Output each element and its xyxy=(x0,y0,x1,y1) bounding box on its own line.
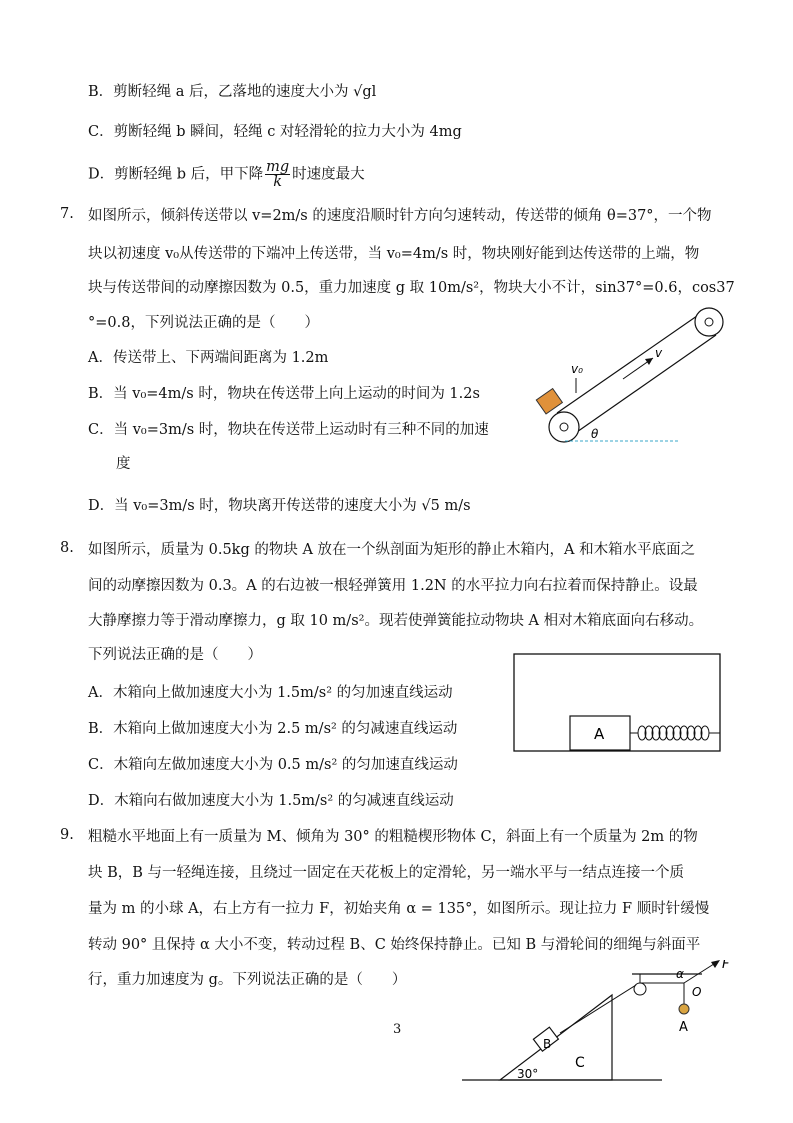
q8-box-figure xyxy=(512,652,724,754)
q7-option-c-line-2: 度 xyxy=(116,456,131,472)
q9-fig-b-label: B xyxy=(543,1037,552,1051)
q7-stem-line-2: 块以初速度 v₀从传送带的下端冲上传送带，当 v₀=4m/s 时，物块刚好能到达传送带的上端，物 xyxy=(88,246,700,262)
q6-option-d-post: 时速度最大 xyxy=(292,166,365,183)
q7-option-d: D．当 v₀=3m/s 时，物块离开传送带的速度大小为 √5 m/s xyxy=(88,498,471,514)
q7-stem-line-3: 块与传送带间的动摩擦因数为 0.5，重力加速度 g 取 10m/s²，物块大小不计，sin37°=0.6，cos37 xyxy=(88,280,735,296)
q8-option-b: B．木箱向上做加速度大小为 2.5 m/s² 的匀减速直线运动 xyxy=(88,721,458,737)
q9-fig-c-label: C xyxy=(575,1055,585,1071)
spring-icon xyxy=(630,726,720,740)
q6-option-c: C．剪断轻绳 b 瞬间，轻绳 c 对轻滑轮的拉力大小为 4mg xyxy=(88,124,462,140)
q6-option-d-pre: D．剪断轻绳 b 后，甲下降 xyxy=(88,166,264,183)
q9-stem-line-5: 行，重力加速度为 g。下列说法正确的是（ ） xyxy=(88,972,407,988)
q7-conveyor-figure xyxy=(535,295,735,450)
q9-fig-alpha-label: α xyxy=(676,967,684,981)
q8-stem-line-1: 如图所示，质量为 0.5kg 的物块 A 放在一个纵剖面为矩形的静止木箱内，A 和木箱水平底面之 xyxy=(88,542,696,558)
q9-fig-a-label: A xyxy=(679,1020,688,1035)
page-number: 3 xyxy=(393,1022,402,1037)
q9-wedge-figure xyxy=(462,960,742,1085)
q8-stem-line-3: 大静摩擦力等于滑动摩擦力，g 取 10 m/s²。现若使弹簧能拉动物块 A 相对木箱底面向右移动。 xyxy=(88,613,704,629)
q9-fig-angle-label: 30° xyxy=(517,1067,539,1081)
q6-option-b: B．剪断轻绳 a 后，乙落地的速度大小为 √gl xyxy=(88,84,377,100)
bottom-roller xyxy=(549,412,579,442)
q8-option-c: C．木箱向左做加速度大小为 0.5 m/s² 的匀加速直线运动 xyxy=(88,757,458,773)
q9-stem-line-4: 转动 90° 且保持 α 大小不变，转动过程 B、C 始终保持静止。已知 B 与滑轮间的细绳与斜面平 xyxy=(88,937,701,953)
q9-stem-line-1: 粗糙水平地面上有一质量为 M、倾角为 30° 的粗糙楔形物体 C，斜面上有一个质量为 2m 的物 xyxy=(88,829,698,845)
q7-stem-line-1: 如图所示，倾斜传送带以 v=2m/s 的速度沿顺时针方向匀速转动，传送带的倾角 θ=37°，一个物 xyxy=(88,208,712,224)
q9-fig-o-label: O xyxy=(692,985,702,999)
q6-option-d xyxy=(88,160,365,189)
q9-stem-line-2: 块 B，B 与一轻绳连接，且绕过一固定在天花板上的定滑轮，另一端水平与一结点连接一个质 xyxy=(88,865,685,881)
q9-fig-f-label: F xyxy=(722,960,730,972)
q9-stem-line-3: 量为 m 的小球 A，右上方有一拉力 F，初始夹角 α = 135°，如图所示。现让拉力 F 顺时针缓慢 xyxy=(88,901,710,917)
q8-option-a: A．木箱向上做加速度大小为 1.5m/s² 的匀加速直线运动 xyxy=(88,685,453,701)
q7-stem-line-4: °=0.8，下列说法正确的是（ ） xyxy=(88,315,319,331)
q8-number: 8. xyxy=(60,540,74,556)
top-roller xyxy=(695,308,723,336)
q7-number: 7. xyxy=(60,206,74,222)
q9-number: 9. xyxy=(60,827,74,843)
block-icon xyxy=(536,389,562,414)
q8-stem-line-4: 下列说法正确的是（ ） xyxy=(88,647,262,663)
q7-fig-v0-label: v₀ xyxy=(571,362,583,376)
ball-a-icon xyxy=(679,1004,689,1014)
q7-option-c-line-1: C．当 v₀=3m/s 时，物块在传送带上运动时有三种不同的加速 xyxy=(88,422,489,438)
q7-option-b: B．当 v₀=4m/s 时，物块在传送带上向上运动的时间为 1.2s xyxy=(88,386,480,402)
q7-fig-theta-label: θ xyxy=(591,427,599,441)
q6-option-d-fraction: $\frac{mg}{k}$ xyxy=(266,159,290,190)
q8-option-d: D．木箱向右做加速度大小为 1.5m/s² 的匀减速直线运动 xyxy=(88,793,454,809)
q8-fig-block-label: A xyxy=(594,725,605,743)
q7-fig-v-label: v xyxy=(655,346,663,360)
q7-option-a: A．传送带上、下两端间距离为 1.2m xyxy=(88,350,329,366)
q8-stem-line-2: 间的动摩擦因数为 0.3。A 的右边被一根轻弹簧用 1.2N 的水平拉力向右拉着而保持静止。设最 xyxy=(88,578,698,594)
